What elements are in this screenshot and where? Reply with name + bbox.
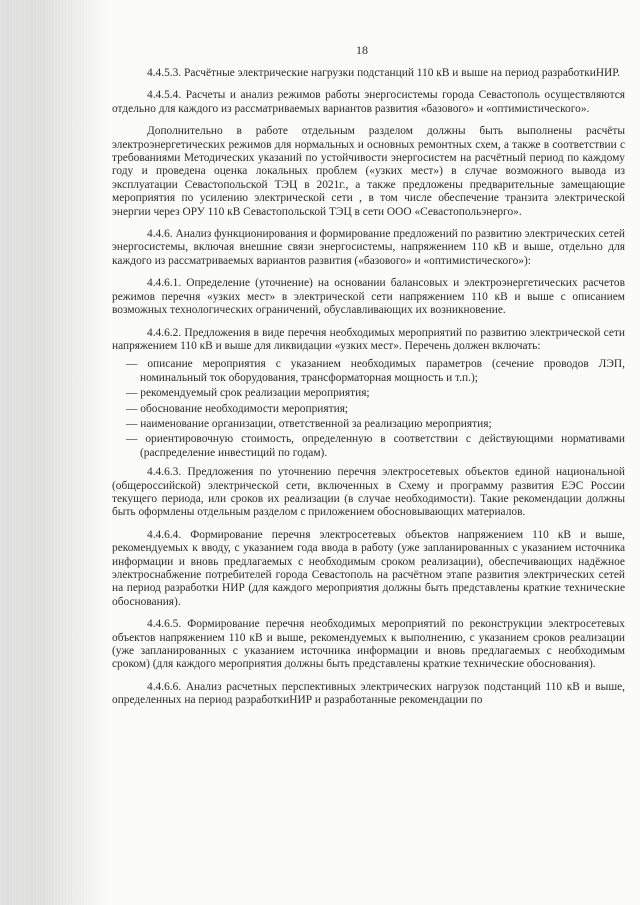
list-item: — обоснование необходимости мероприятия; [112, 403, 625, 416]
requirements-list [112, 358, 625, 460]
paragraph-4-4-6-4: 4.4.6.4. Формирование перечня электросетевых объектов напряжением 110 кВ и выше, рекомендуемых к вводу, с указанием года ввода в работу (уже запланированных с указанием источника информации и вновь предлагаемых с необходимым сроком реализации), обеспечивающих надёжное электроснабжение потребителей города Севастополь на расчётном этапе развития электрических сетей на период разработки НИР (для каждого мероприятия должны быть представлены краткие технические обоснования). [112, 528, 625, 608]
paragraph-4-4-6: 4.4.6. Анализ функционирования и формирование предложений по развитию электрических сетей энергосистемы, включая внешние связи энергосистемы, напряжением 110 кВ и выше, отдельно для каждого из рассматриваемых вариантов развития («базового» и «оптимистического»): [112, 228, 625, 267]
paragraph-4-4-6-5: 4.4.6.5. Формирование перечня необходимых мероприятий по реконструкции электросетевых объектов напряжением 110 кВ и выше, рекомендуемых к выполнению, с указанием сроков реализации (уже запланированных с указанием источника информации и вновь предлагаемых с необходимым сроком) (для каждого мероприятия должны быть представлены краткие технические обоснования). [112, 618, 625, 671]
list-item: — ориентировочную стоимость, определенную в соответствии с действующими нормативами (распределение инвестиций по годам). [112, 433, 625, 460]
list-item: — рекомендуемый срок реализации мероприятия; [112, 387, 625, 400]
paragraph-4-4-6-1: 4.4.6.1. Определение (уточнение) на основании балансовых и электроэнергетических расчетов режимов перечня «узких мест» в электрической сети напряжением 110 кВ и выше с описанием возможных технологических ограничений, обуславливающих их возникновение. [112, 277, 625, 317]
list-item: — наименование организации, ответственной за реализацию мероприятия; [112, 418, 625, 431]
paragraph-4-4-6-3: 4.4.6.3. Предложения по уточнению перечня электросетевых объектов единой национальной (общероссийской) электрической сети, включенных в Схему и программу развития ЕЭС России текущего периода, или сроков их реализации (в случае необходимости). Такие рекомендации должны быть оформлены отдельным разделом с приложением обосновывающих материалов. [112, 466, 625, 519]
scan-edge-artifact [0, 0, 108, 905]
paragraph-4-4-6-2: 4.4.6.2. Предложения в виде перечня необходимых мероприятий по развитию электрической сети напряжением 110 кВ и выше для ликвидации «узких мест». Перечень должен включать: [112, 326, 625, 352]
paragraph-4-4-6-6: 4.4.6.6. Анализ расчетных перспективных электрических нагрузок подстанций 110 кВ и выше, определенных на период разработкиНИР и разработанные рекомендации по [112, 680, 625, 707]
paragraph-4-4-5-3: 4.4.5.3. Расчётные электрические нагрузки подстанций 110 кВ и выше на период разработкиНИР. [147, 67, 621, 79]
document-body [112, 67, 625, 717]
paragraph-4-4-5-4: 4.4.5.4. Расчеты и анализ режимов работы энергосистемы города Севастополь осуществляются отдельно для каждого из рассматриваемых вариантов развития «базового» и «оптимистического». [112, 89, 625, 115]
paragraph-additional-calculations: Дополнительно в работе отдельным разделом должны быть выполнены расчёты электроэнергетических режимов для нормальных и основных ремонтных схем, а также в соответствии с требованиями Методических указаний по устойчивости энергосистем на расчётный период по каждому году и проведена оценка локальных проблем («узких мест») в случае возможного вывода из эксплуатации Севастопольской ТЭЦ в 2021г., а также предложены предварительные замещающие мероприятия по усилению электрической сети , в том числе обеспечение транзита электрической энергии через ОРУ 110 кВ Севастопольской ТЭЦ в сети ООО «Севастопольэнерго». [112, 125, 625, 218]
page-number: 18 [356, 43, 368, 57]
list-item: — описание мероприятия с указанием необходимых параметров (сечение проводов ЛЭП, номинальный ток оборудования, трансформаторная мощность и т.п.); [112, 358, 625, 385]
